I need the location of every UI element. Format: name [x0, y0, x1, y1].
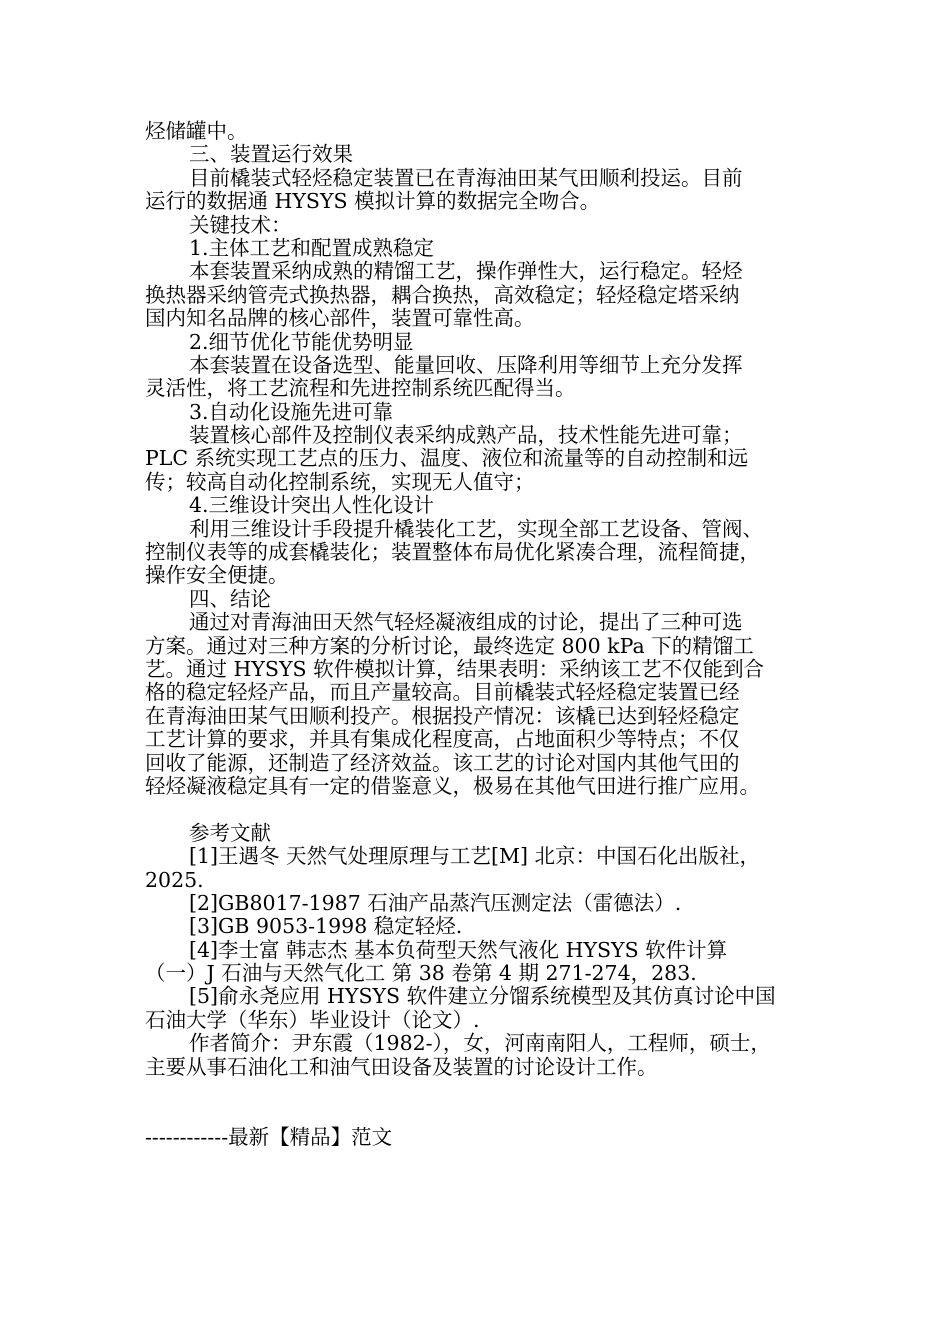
paragraph-line: 传；较高自动化控制系统，实现无人值守； [145, 469, 535, 494]
paragraph-line: 格的稳定轻烃产品，而且产量较高。目前橇装式轻烃稳定装置已经 [145, 680, 740, 705]
footer-banner: ------------最新【精品】范文 [145, 1124, 393, 1149]
reference-entry: [1]王遇冬 天然气处理原理与工艺[M] 北京：中国石化出版社， [189, 844, 761, 869]
reference-entry-continuation: 石油大学（华东）毕业设计（论文）. [145, 1007, 480, 1032]
key-tech-label: 关键技术： [189, 212, 292, 237]
paragraph-line: 方案。通过对三种方案的分析讨论，最终选定 800 kPa 下的精馏工 [145, 633, 754, 658]
blank-line [145, 1079, 815, 1126]
paragraph-line: 艺。通过 HYSYS 软件模拟计算，结果表明：采纳该工艺不仅能到合 [145, 656, 765, 681]
paragraph-line: 控制仪表等的成套橇装化；装置整体布局优化紧凑合理，流程简捷， [145, 540, 760, 565]
reference-entry-continuation: 2025. [145, 867, 204, 892]
paragraph-line: PLC 系统实现工艺点的压力、温度、液位和流量等的自动控制和远 [145, 446, 749, 471]
reference-entry: [5]俞永尧应用 HYSYS 软件建立分馏系统模型及其仿真讨论中国 [189, 984, 776, 1009]
paragraph-line: 本套装置采纳成熟的精馏工艺，操作弹性大，运行稳定。轻烃 [189, 259, 743, 284]
paragraph-line: 利用三维设计手段提升橇装化工艺，实现全部工艺设备、管阀、 [189, 516, 763, 541]
paragraph-line: 通过对青海油田天然气轻烃凝液组成的讨论，提出了三种可选 [189, 610, 743, 635]
blank-line [145, 798, 815, 821]
references-heading: 参考文献 [189, 820, 271, 845]
paragraph-line: 轻烃凝液稳定具有一定的借鉴意义，极易在其他气田进行推广应用。 [145, 773, 760, 798]
item-title: 4.三维设计突出人性化设计 [189, 493, 435, 518]
section-heading-results: 三、装置运行效果 [189, 142, 353, 167]
item-title: 1.主体工艺和配置成熟稳定 [189, 235, 435, 260]
author-bio: 作者简介：尹东霞（1982-），女，河南南阳人，工程师，硕士， [189, 1031, 771, 1056]
author-bio-continuation: 主要从事石油化工和油气田设备及装置的讨论设计工作。 [145, 1054, 658, 1079]
section-heading-conclusion: 四、结论 [189, 586, 271, 611]
paragraph-line: 国内知名品牌的核心部件，装置可靠性高。 [145, 306, 535, 331]
carry-over-line: 烃储罐中。 [145, 119, 248, 143]
reference-entry: [4]李士富 韩志杰 基本负荷型天然气液化 HYSYS 软件计算 [189, 937, 728, 962]
document-page [145, 120, 815, 1149]
reference-entry-continuation: （一）J 石油与天然气化工 第 38 卷第 4 期 271-274，283. [145, 961, 697, 986]
paragraph-line: 操作安全便捷。 [145, 563, 289, 588]
paragraph-line: 换热器采纳管壳式换热器，耦合换热，高效稳定；轻烃稳定塔采纳 [145, 282, 740, 307]
paragraph-line: 灵活性，将工艺流程和先进控制系统匹配得当。 [145, 376, 576, 401]
item-title: 2.细节优化节能优势明显 [189, 329, 414, 354]
item-title: 3.自动化设施先进可靠 [189, 399, 394, 424]
paragraph-line: 本套装置在设备选型、能量回收、压降利用等细节上充分发挥 [189, 352, 743, 377]
reference-entry: [2]GB8017-1987 石油产品蒸汽压测定法（雷德法）. [189, 890, 682, 915]
paragraph-line: 装置核心部件及控制仪表采纳成熟产品，技术性能先进可靠； [189, 423, 743, 448]
paragraph-line: 运行的数据通 HYSYS 模拟计算的数据完全吻合。 [145, 189, 601, 214]
reference-entry: [3]GB 9053-1998 稳定轻烃. [189, 914, 463, 939]
paragraph-line: 目前橇装式轻烃稳定装置已在青海油田某气田顺利投运。目前 [189, 165, 743, 190]
paragraph-line: 回收了能源，还制造了经济效益。该工艺的讨论对国内其他气田的 [145, 750, 740, 775]
paragraph-line: 在青海油田某气田顺利投产。根据投产情况：该橇已达到轻烃稳定 [145, 703, 740, 728]
paragraph-line: 工艺计算的要求，并具有集成化程度高，占地面积少等特点；不仅 [145, 727, 740, 752]
